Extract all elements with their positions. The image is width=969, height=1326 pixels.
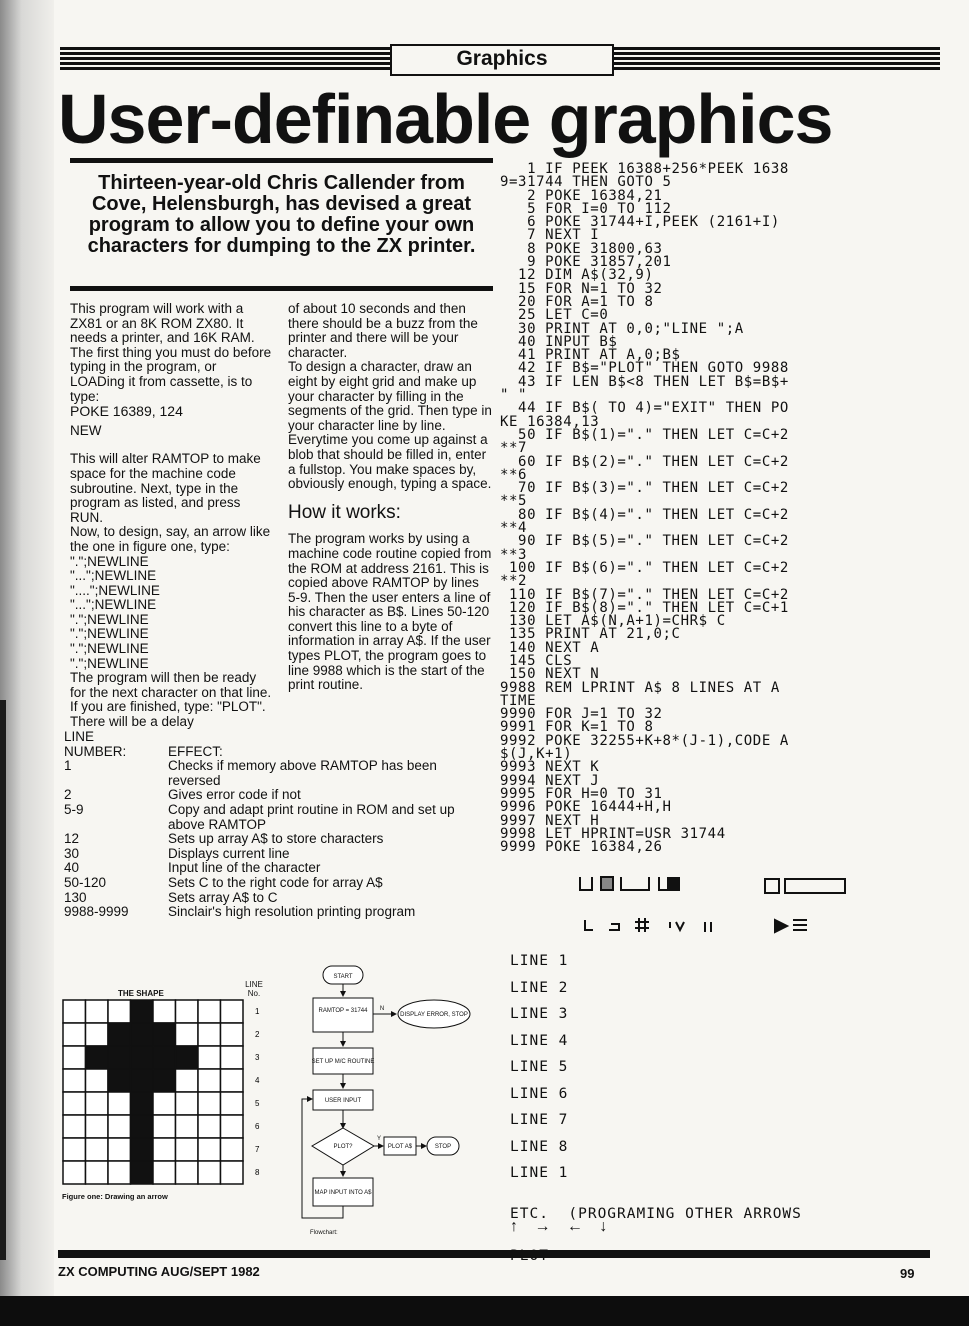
grid-cell-empty <box>221 1115 244 1138</box>
arrow-input-line: "...";NEWLINE <box>70 597 157 613</box>
grid-row-number: 7 <box>255 1145 260 1154</box>
flow-ramtop-text: RAMTOP = 31744 <box>318 1008 368 1014</box>
code-line: 25 LET C=0 <box>500 307 609 324</box>
effects-row <box>64 759 484 788</box>
grid-cell-empty <box>86 1000 109 1023</box>
effects-line-number: 130 <box>64 889 87 905</box>
grid-cell-filled <box>108 1069 131 1092</box>
col1-paragraph-4: The program will then be ready for the next character on that line. If you are finished, type: "PLOT". There will be a delay <box>70 670 272 730</box>
flow-start-text: START <box>333 974 353 980</box>
code-line: 120 IF B$(8)="." THEN LET C=C+1 <box>500 599 789 616</box>
grid-cell-empty <box>63 1092 86 1115</box>
grid-cell-empty <box>63 1069 86 1092</box>
code-line: 9=31744 THEN GOTO 5 <box>500 174 672 191</box>
grid-cell-empty <box>221 1092 244 1115</box>
grid-row-number: 4 <box>255 1076 260 1085</box>
effects-row <box>64 803 484 832</box>
grid-cell-empty <box>108 1092 131 1115</box>
effects-description: Sets up array A$ to store characters <box>168 831 384 847</box>
flow-plot-text: PLOT? <box>333 1144 353 1150</box>
code-line: KE 16384,13 <box>500 413 600 430</box>
col1-new-command: NEW <box>70 422 102 438</box>
grid-cell-empty <box>198 1115 221 1138</box>
code-line: 9997 NEXT H <box>500 812 600 829</box>
effects-description: Sets array A$ to C <box>168 889 278 905</box>
effects-line-number: 12 <box>64 831 80 847</box>
grid-cell-empty <box>86 1069 109 1092</box>
code-line: 140 NEXT A <box>500 639 600 656</box>
grid-cell-empty <box>176 1115 199 1138</box>
printout-arrow-glyphs: ↑ → ← ↓ <box>510 1218 614 1235</box>
effects-line-number: 1 <box>64 758 72 774</box>
program-listing <box>500 163 950 854</box>
grid-cell-empty <box>198 1000 221 1023</box>
footer-publication: ZX COMPUTING AUG/SEPT 1982 <box>58 1264 260 1279</box>
effects-line-number: 9988-9999 <box>64 904 129 920</box>
page-spine-shadow <box>0 0 54 1326</box>
code-line: **4 <box>500 520 528 537</box>
grid-cell-empty <box>176 1069 199 1092</box>
article-deck: Thirteen-year-old Chris Callender from Cove, Helensburgh, has devised a great program to allow you to define your own characters for dumping to the ZX printer. <box>87 172 476 257</box>
code-line: 9991 FOR K=1 TO 8 <box>500 719 654 736</box>
flow-n-text: N <box>379 1006 385 1012</box>
code-line: 70 IF B$(3)="." THEN LET C=C+2 <box>500 480 789 497</box>
effects-row <box>64 891 484 906</box>
code-line: 7 NEXT I <box>500 227 600 244</box>
printout-line: LINE 6 <box>510 1085 569 1102</box>
code-line: 20 FOR A=1 TO 8 <box>500 293 654 310</box>
grid-cell-empty <box>176 1138 199 1161</box>
printout-line: LINE 7 <box>510 1112 569 1128</box>
grid-row-number: 1 <box>255 1007 260 1016</box>
printout-line: LINE 4 <box>510 1032 569 1049</box>
effects-description: Copy and adapt print routine in ROM and set up above RAMTOP <box>168 801 455 832</box>
section-bar-stripe-right <box>610 47 940 71</box>
effects-description: Displays current line <box>168 845 290 861</box>
grid-cell-empty <box>108 1000 131 1023</box>
code-line: 15 FOR N=1 TO 32 <box>500 280 663 297</box>
printout-etc-line: ETC. (PROGRAMING OTHER ARROWS <box>510 1206 802 1222</box>
grid-cell-empty <box>86 1161 109 1184</box>
effects-line-number: 5-9 <box>64 801 84 817</box>
grid-cell-filled <box>131 1161 154 1184</box>
code-line: 9999 POKE 16384,26 <box>500 839 663 856</box>
arrow-input-line: ".";NEWLINE <box>70 655 149 671</box>
col2-paragraph-3: The program works by using a machine code routine copied from the ROM at address 2161. This is copied above RAMTOP by lines 5-9. Then the user enters a line of his character as B$. Lines 50-120 convert this line to a byte of information in array A$. If the user types PLOT, the program goes to line 9988 which is the start of the print routine. <box>288 531 492 693</box>
grid-cell-empty <box>198 1023 221 1046</box>
effects-row <box>64 861 484 876</box>
code-line: 1 IF PEEK 16388+256*PEEK 1638 <box>500 161 789 177</box>
grid-row-number: 8 <box>255 1168 260 1177</box>
code-line: TIME <box>500 692 537 709</box>
effects-table <box>64 730 484 920</box>
flow-input-text: USER INPUT <box>324 1098 362 1104</box>
arrow-input-lines <box>70 555 272 672</box>
grid-row-number: 2 <box>255 1030 260 1039</box>
effects-header-line: LINE <box>64 729 95 744</box>
arrow-input-line: ".";NEWLINE <box>70 611 149 627</box>
figure-arrow-grid <box>62 999 277 1189</box>
grid-cell-filled <box>131 1000 154 1023</box>
flowchart <box>290 962 480 1242</box>
flow-caption: Flowchart: <box>310 1230 338 1236</box>
effects-description: Gives error code if not <box>168 787 301 803</box>
grid-cell-empty <box>108 1138 131 1161</box>
arrow-input-line: "....";NEWLINE <box>70 582 160 598</box>
col1-paragraph-3: Now, to design, say, an arrow like the one in figure one, type: <box>70 524 271 554</box>
code-line: 9 POKE 31857,201 <box>500 254 672 271</box>
code-line: 9993 NEXT K <box>500 759 600 776</box>
grid-cell-filled <box>131 1069 154 1092</box>
grid-cell-empty <box>153 1115 176 1138</box>
grid-cell-empty <box>221 1161 244 1184</box>
code-line: 41 PRINT AT A,0;B$ <box>500 347 681 364</box>
flow-ramtop-node <box>313 998 373 1032</box>
code-line: 9998 LET HPRINT=USR 31744 <box>500 825 726 842</box>
code-line: $(J,K+1) <box>500 746 573 763</box>
grid-cell-empty <box>63 1115 86 1138</box>
effects-line-number: 50-120 <box>64 874 107 890</box>
printout-line: LINE 1 <box>510 953 569 969</box>
code-line: 42 IF B$="PLOT" THEN GOTO 9988 <box>500 360 789 377</box>
printout-line: LINE 8 <box>510 1138 569 1155</box>
scan-bottom-edge <box>0 1296 969 1326</box>
code-line: 9988 REM LPRINT A$ 8 LINES AT A <box>500 679 780 696</box>
grid-cell-empty <box>86 1023 109 1046</box>
code-line: 5 FOR I=0 TO 112 <box>500 200 672 217</box>
effects-row <box>64 847 484 862</box>
code-line: 9992 POKE 32255+K+8*(J-1),CODE A <box>500 732 789 749</box>
printout-line: LINE 3 <box>510 1006 569 1022</box>
grid-cell-empty <box>176 1000 199 1023</box>
grid-cell-filled <box>131 1046 154 1069</box>
code-line: **3 <box>500 546 528 563</box>
flow-plot-a-text: PLOT A$ <box>387 1144 413 1150</box>
grid-cell-filled <box>86 1046 109 1069</box>
printout-lines <box>510 948 568 1187</box>
code-line: 145 CLS <box>500 652 573 669</box>
section-label: Graphics <box>390 44 614 76</box>
grid-cell-empty <box>221 1138 244 1161</box>
col1-paragraph-1: This program will work with a ZX81 or an 8K ROM ZX80. It needs a printer, and 16K RAM. The first thing you must do before typing in the program, or LOADing it from cassette, is to type: <box>70 301 272 404</box>
grid-cell-empty <box>63 1023 86 1046</box>
grid-cell-empty <box>221 1046 244 1069</box>
printout-glyph-sample <box>575 872 865 942</box>
grid-cell-empty <box>63 1000 86 1023</box>
flow-y-text: Y <box>376 1136 382 1142</box>
code-line: 43 IF LEN B$<8 THEN LET B$=B$+ <box>500 373 789 390</box>
arrow-input-line: ".";NEWLINE <box>70 553 149 569</box>
effects-line-number: 30 <box>64 845 80 861</box>
grid-cell-filled <box>131 1115 154 1138</box>
code-line: 80 IF B$(4)="." THEN LET C=C+2 <box>500 506 789 523</box>
code-line: **2 <box>500 573 528 590</box>
grid-cell-empty <box>198 1161 221 1184</box>
grid-cell-filled <box>153 1046 176 1069</box>
effects-row <box>64 876 484 891</box>
code-line: 135 PRINT AT 21,0;C <box>500 626 681 643</box>
printout-line: LINE 1 <box>510 1165 569 1181</box>
grid-cell-empty <box>198 1046 221 1069</box>
code-line: 50 IF B$(1)="." THEN LET C=C+2 <box>500 426 789 443</box>
effects-description: Input line of the character <box>168 860 321 876</box>
effects-line-number: 2 <box>64 787 72 803</box>
body-column-2 <box>288 302 494 693</box>
grid-row-number: 5 <box>255 1099 260 1108</box>
grid-cell-filled <box>108 1023 131 1046</box>
grid-cell-empty <box>108 1161 131 1184</box>
effects-header-effect: EFFECT: <box>168 743 223 759</box>
grid-cell-empty <box>176 1161 199 1184</box>
code-line: 8 POKE 31800,63 <box>500 240 663 257</box>
effects-description: Sets C to the right code for array A$ <box>168 874 383 890</box>
code-line: 12 DIM A$(32,9) <box>500 267 654 284</box>
grid-row-number: 3 <box>255 1053 260 1062</box>
col2-paragraph-1: of about 10 seconds and then there should be a buzz from the printer and there will be your character. <box>288 301 478 360</box>
code-line: 60 IF B$(2)="." THEN LET C=C+2 <box>500 453 789 470</box>
code-line: 90 IF B$(5)="." THEN LET C=C+2 <box>500 533 789 550</box>
grid-cell-filled <box>131 1092 154 1115</box>
page-title: User-definable graphics <box>58 80 833 158</box>
figure-no-label: No. <box>247 989 261 998</box>
grid-cell-empty <box>86 1138 109 1161</box>
code-line: **6 <box>500 466 528 483</box>
deck-rule-bottom <box>70 286 493 291</box>
grid-cell-filled <box>176 1046 199 1069</box>
code-line: **7 <box>500 440 528 457</box>
grid-cell-empty <box>153 1000 176 1023</box>
flow-error-text: DISPLAY ERROR, STOP <box>400 1012 468 1018</box>
flow-setup-text: SET UP M/C ROUTINE <box>311 1059 375 1065</box>
code-line: 9990 FOR J=1 TO 32 <box>500 706 663 723</box>
body-column-1 <box>70 302 272 730</box>
grid-cell-empty <box>86 1092 109 1115</box>
code-line: 44 IF B$( TO 4)="EXIT" THEN PO <box>500 400 789 417</box>
grid-cell-empty <box>198 1092 221 1115</box>
effects-description: Sinclair's high resolution printing program <box>168 904 416 920</box>
flow-map-text: MAP INPUT INTO A$ <box>314 1190 372 1196</box>
grid-cell-empty <box>221 1000 244 1023</box>
grid-cell-empty <box>221 1023 244 1046</box>
figure-line-label: LINE <box>245 980 263 989</box>
grid-cell-empty <box>176 1023 199 1046</box>
code-line: 2 POKE 16384,21 <box>500 187 663 204</box>
code-line: 30 PRINT AT 0,0;"LINE ";A <box>500 320 744 337</box>
effects-description: Checks if memory above RAMTOP has been reversed <box>168 758 437 788</box>
grid-cell-empty <box>153 1092 176 1115</box>
code-line: 100 IF B$(6)="." THEN LET C=C+2 <box>500 559 789 576</box>
arrow-input-line: ".";NEWLINE <box>70 641 149 657</box>
code-line: 130 LET A$(N,A+1)=CHR$ C <box>500 613 726 630</box>
col1-poke-command: POKE 16389, 124 <box>70 403 183 420</box>
code-line: 9995 FOR H=0 TO 31 <box>500 785 663 802</box>
grid-cell-empty <box>221 1069 244 1092</box>
grid-row-number: 6 <box>255 1122 260 1131</box>
col2-subhead: How it works: <box>288 501 401 523</box>
grid-cell-filled <box>108 1046 131 1069</box>
figure-line-header <box>244 980 264 998</box>
grid-cell-empty <box>63 1161 86 1184</box>
printout-line: LINE 5 <box>510 1059 569 1075</box>
code-line: 9994 NEXT J <box>500 772 600 789</box>
effects-row <box>64 832 484 847</box>
grid-cell-filled <box>131 1138 154 1161</box>
footer-page-number: 99 <box>900 1266 915 1281</box>
effects-row <box>64 788 484 803</box>
effects-line-number: 40 <box>64 860 80 876</box>
grid-cell-filled <box>153 1023 176 1046</box>
figure-shape-label: THE SHAPE <box>118 989 164 998</box>
code-line: 6 POKE 31744+I,PEEK (2161+I) <box>500 214 780 231</box>
binding-edge <box>0 700 6 1260</box>
grid-cell-empty <box>198 1069 221 1092</box>
code-line: 150 NEXT N <box>500 666 600 683</box>
footer-rule <box>58 1250 930 1258</box>
grid-cell-empty <box>153 1138 176 1161</box>
section-bar <box>60 47 940 71</box>
grid-cell-empty <box>63 1138 86 1161</box>
col2-paragraph-2: To design a character, draw an eight by eight grid and make up your character by filling in the segments of the grid. Then type in your character line by line. Everytime you come up against a blob that should be filled in, enter a fullstop. You make spaces by, obviously enough, typing a space. <box>288 359 492 492</box>
flow-stop-text: STOP <box>434 1144 452 1150</box>
code-line: 40 INPUT B$ <box>500 333 618 350</box>
effects-row <box>64 905 484 920</box>
arrow-input-line: "...";NEWLINE <box>70 568 157 584</box>
grid-cell-empty <box>86 1115 109 1138</box>
grid-cell-empty <box>176 1092 199 1115</box>
code-line: " " <box>500 387 528 404</box>
deck-rule-top <box>70 158 493 163</box>
grid-cell-empty <box>108 1115 131 1138</box>
grid-cell-filled <box>153 1069 176 1092</box>
effects-header-number: NUMBER: <box>64 743 127 759</box>
grid-cell-empty <box>198 1138 221 1161</box>
code-line: **5 <box>500 493 528 510</box>
code-line: 110 IF B$(7)="." THEN LET C=C+2 <box>500 586 789 603</box>
printout-line: LINE 2 <box>510 979 569 996</box>
grid-cell-empty <box>153 1161 176 1184</box>
col1-paragraph-2: This will alter RAMTOP to make space for the machine code subroutine. Next, type in the program as listed, and press RUN. <box>70 451 261 525</box>
figure-caption: Figure one: Drawing an arrow <box>62 1192 168 1201</box>
grid-cell-empty <box>63 1046 86 1069</box>
section-bar-stripe-left <box>60 47 390 71</box>
grid-cell-filled <box>131 1023 154 1046</box>
code-line: 9996 POKE 16444+H,H <box>500 799 672 816</box>
arrow-input-line: ".";NEWLINE <box>70 626 149 642</box>
